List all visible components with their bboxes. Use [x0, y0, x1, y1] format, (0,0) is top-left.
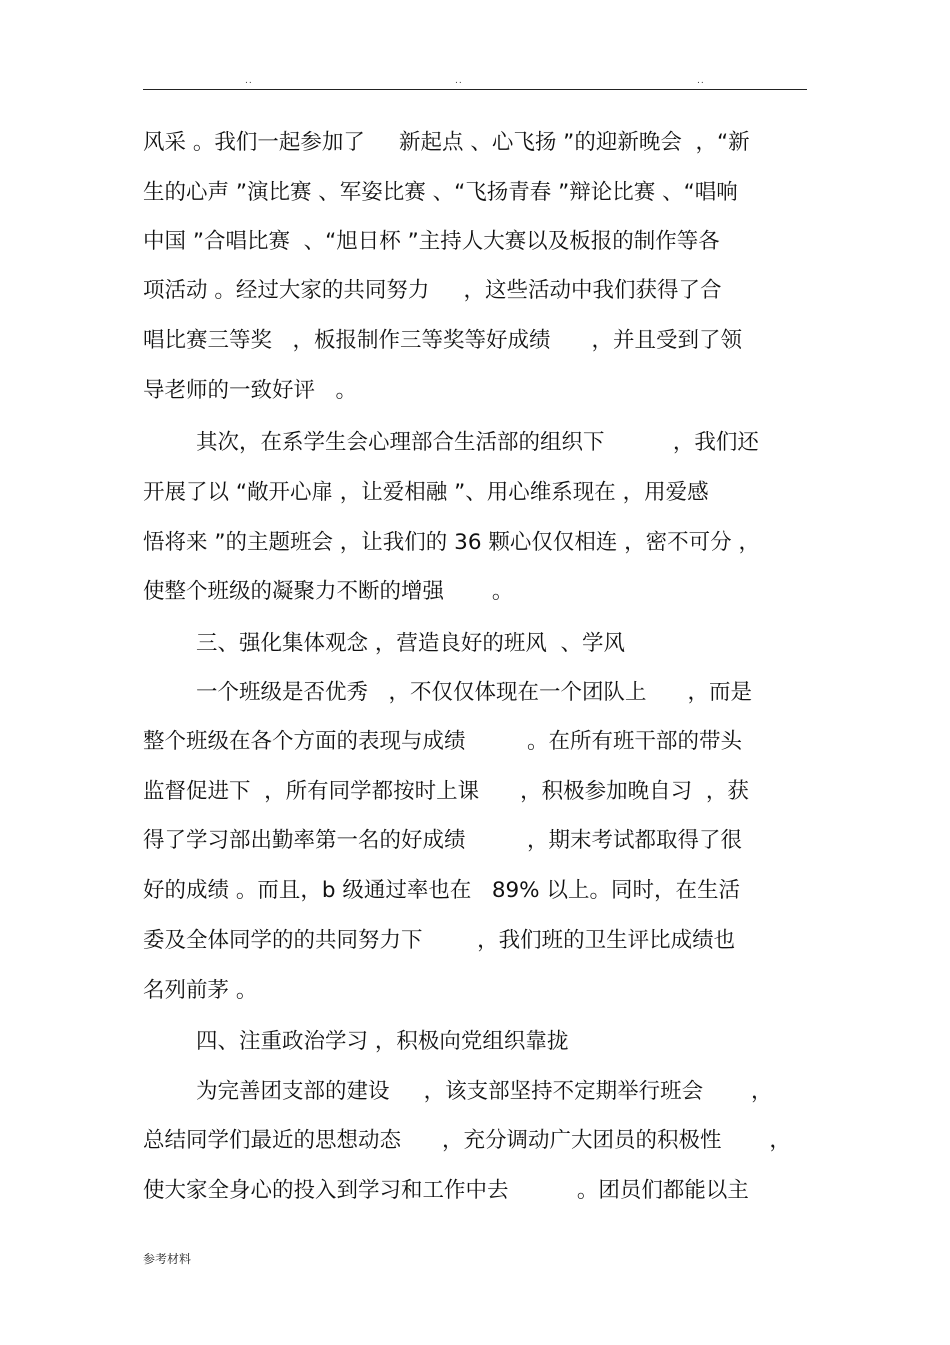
header-mark-left: ..	[245, 76, 253, 86]
body-line: 委及全体同学的的共同努力下 ，我们班的卫生评比成绩也	[143, 928, 736, 953]
header-divider	[143, 89, 807, 90]
body-line: 中国 ”合唱比赛 、“旭日杯 ”主持人大赛以及板报的制作等各	[143, 229, 720, 254]
body-line: 悟将来 ”的主题班会 ，让我们的 36 颗心仅仅相连 ，密不可分 ，	[143, 530, 761, 555]
body-line: 其次，在系学生会心理部合生活部的组织下 ，我们还	[196, 430, 759, 455]
body-line: 总结同学们最近的思想动态 ，充分调动广大团员的积极性 ，	[143, 1128, 791, 1153]
body-line: 一个班级是否优秀 ，不仅仅体现在一个团队上 ，而是	[196, 680, 753, 705]
footer-note: 参考材料	[143, 1252, 192, 1266]
header-mark-right: ..	[697, 76, 705, 86]
body-line: 使整个班级的凝聚力不断的增强 。	[143, 579, 514, 604]
body-line: 好的成绩 。而且，b 级通过率也在 89% 以上。同时，在生活	[143, 878, 740, 903]
body-line: 开展了以 “敞开心扉 ，让爱相融 ”、用心维系现在 ，用爱感	[143, 480, 709, 505]
body-line: 生的心声 ”演比赛 、军姿比赛 、“飞扬青春 ”辩论比赛 、“唱响	[143, 180, 738, 205]
section-heading: 四、注重政治学习 ，积极向党组织靠拢	[196, 1029, 569, 1054]
body-line: 得了学习部出勤率第一名的好成绩 ，期末考试都取得了很	[143, 828, 743, 853]
body-line: 唱比赛三等奖 ，板报制作三等奖等好成绩 ，并且受到了领	[143, 328, 743, 353]
body-line: 为完善团支部的建设 ，该支部坚持不定期举行班会 ，	[196, 1079, 773, 1104]
body-line: 风采 。我们一起参加了 新起点 、心飞扬 ”的迎新晚会 ，“新	[143, 130, 750, 155]
body-line: 整个班级在各个方面的表现与成绩 。在所有班干部的带头	[143, 729, 743, 754]
section-heading: 三、强化集体观念 ，营造良好的班风 、学风	[196, 631, 626, 656]
body-line: 名列前茅 。	[143, 978, 258, 1003]
body-line: 监督促进下 ，所有同学都按时上课 ，积极参加晚自习 ，获	[143, 779, 749, 804]
header-mark-center: ..	[455, 76, 463, 86]
body-line: 导老师的一致好评 。	[143, 378, 358, 403]
body-line: 项活动 。经过大家的共同努力 ，这些活动中我们获得了合	[143, 278, 722, 303]
body-line: 使大家全身心的投入到学习和工作中去 。团员们都能以主	[143, 1178, 749, 1203]
